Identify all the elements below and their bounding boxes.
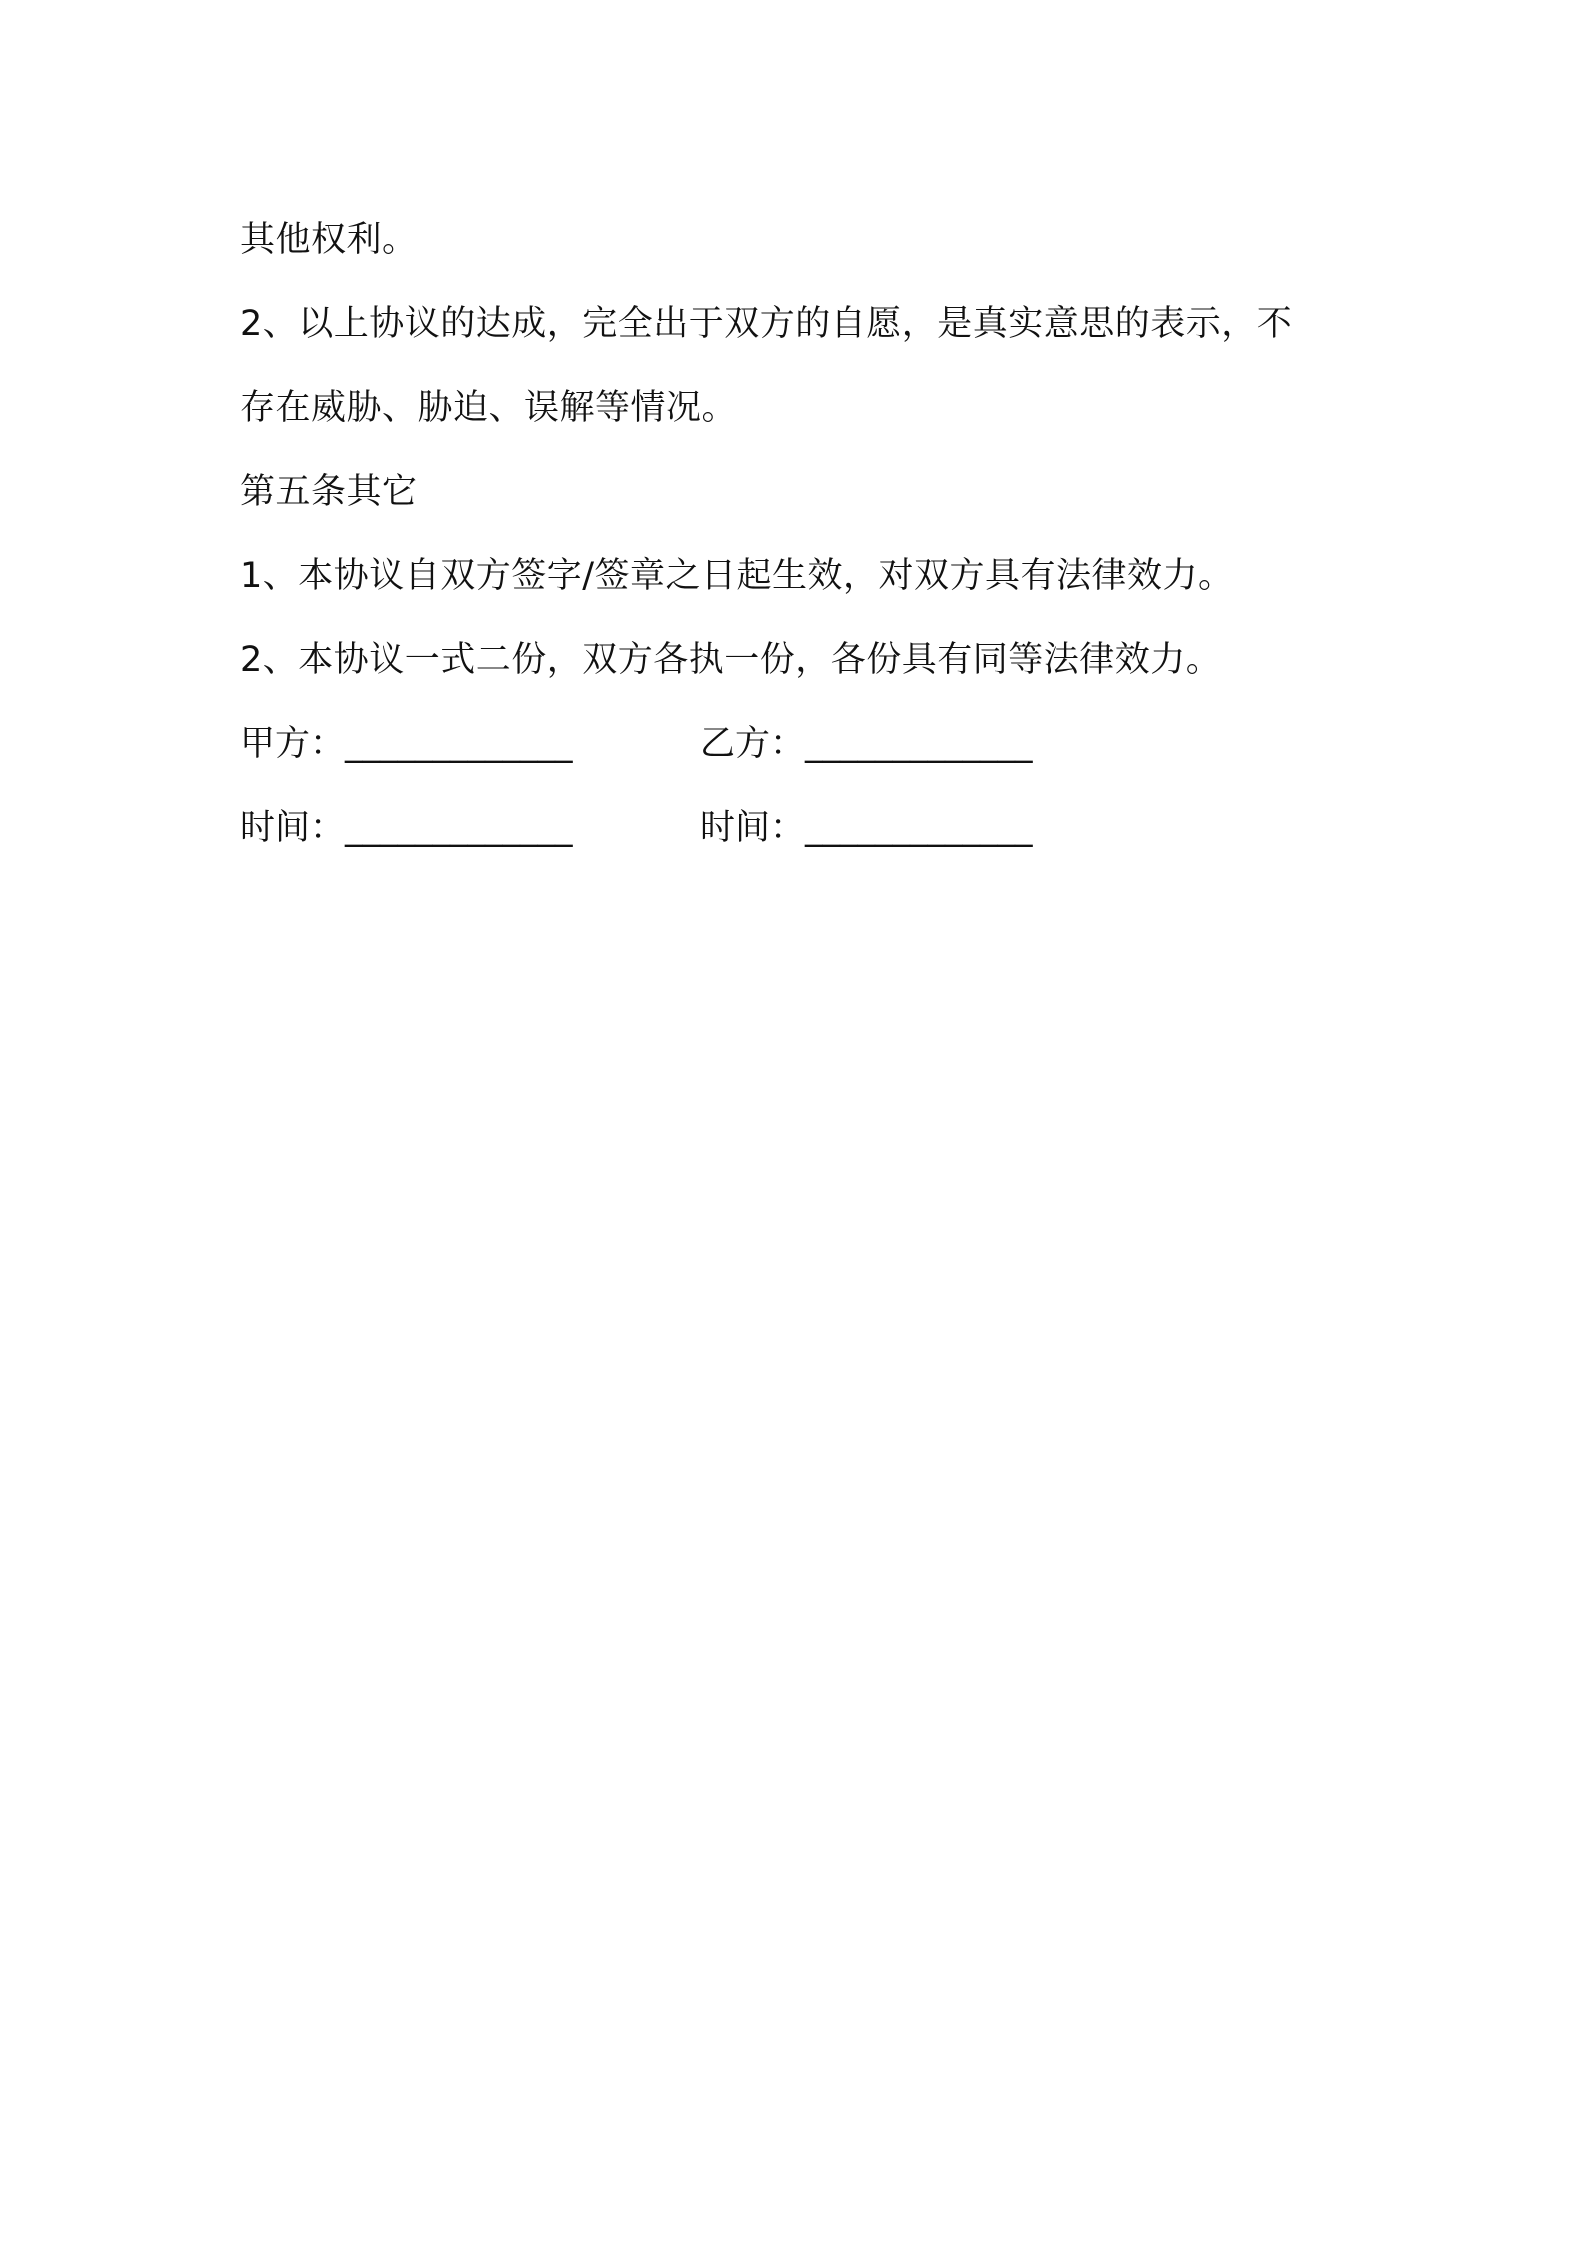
party-a-signature [240, 702, 700, 786]
paragraph-clause-2-line-1: 2、以上协议的达成，完全出于双方的自愿，是真实意思的表示，不 [240, 304, 1293, 344]
party-b-signature [700, 702, 1160, 786]
section-heading-article-5: 第五条其它 [240, 472, 418, 512]
party-a-blank: _____________ [345, 724, 573, 764]
party-b-label: 乙方： [700, 724, 806, 764]
paragraph-copies-clause: 2、本协议一式二份，双方各执一份，各份具有同等法律效力。 [240, 640, 1222, 680]
paragraph-other-rights: 其他权利。 [240, 220, 418, 260]
party-b-date [700, 786, 1160, 870]
paragraph-effective-clause: 1、本协议自双方签字/签章之日起生效，对双方具有法律效力。 [240, 556, 1234, 596]
paragraph-clause-2-line-2: 存在威胁、胁迫、误解等情况。 [240, 388, 738, 428]
party-a-date [240, 786, 700, 870]
time-a-label: 时间： [240, 808, 346, 848]
time-a-blank: _____________ [345, 808, 573, 848]
party-b-blank: _____________ [805, 724, 1033, 764]
party-a-label: 甲方： [240, 724, 346, 764]
document-body [240, 198, 1350, 870]
signature-row-parties [240, 702, 1350, 786]
signature-row-dates [240, 786, 1350, 870]
time-b-label: 时间： [700, 808, 806, 848]
time-b-blank: _____________ [805, 808, 1033, 848]
